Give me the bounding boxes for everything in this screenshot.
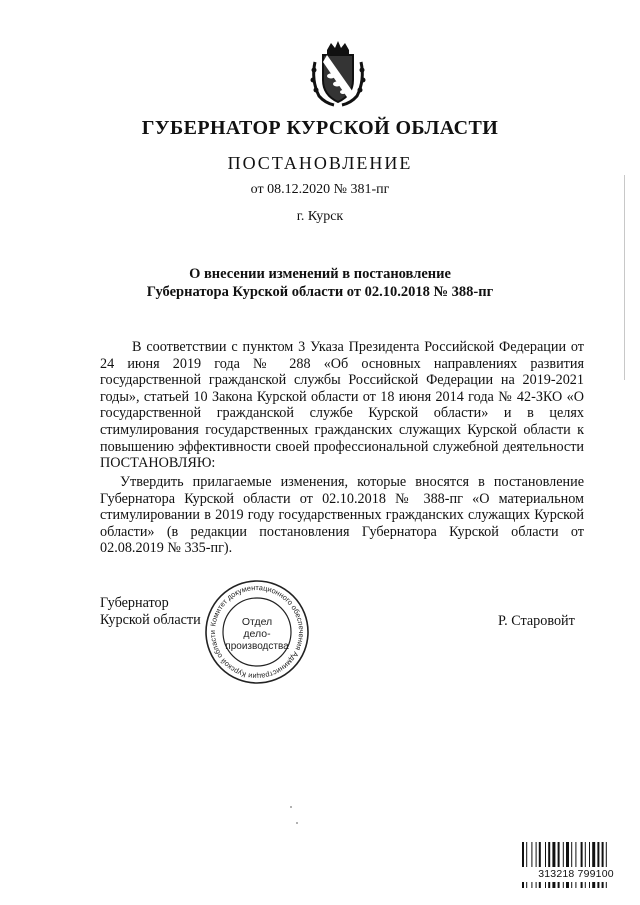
scan-dot bbox=[296, 822, 298, 824]
stamp-ring-text: Комитет документационного обеспечения Администрации Курской области bbox=[207, 582, 307, 682]
stamp-center-line-1: Отдел bbox=[241, 616, 273, 628]
scan-dot bbox=[290, 806, 292, 808]
stamp-center-line-3: производства bbox=[225, 641, 289, 652]
scan-margin-line bbox=[624, 175, 625, 380]
signatory-position-line-2: Курской области bbox=[100, 612, 201, 628]
document-subject bbox=[0, 265, 640, 301]
barcode-number: 313218 799100 bbox=[522, 867, 630, 882]
document-type: ПОСТАНОВЛЕНИЕ bbox=[227, 153, 413, 173]
subject-line-2: Губернатора Курской области от 02.10.2018 № 388-пг bbox=[146, 284, 494, 300]
document-date-number: от 08.12.2020 № 381-пг bbox=[250, 182, 390, 197]
document-city: г. Курск bbox=[296, 209, 344, 224]
office-stamp bbox=[203, 578, 311, 686]
coat-of-arms-emblem bbox=[309, 40, 367, 108]
stamp-center-line-2: дело- bbox=[243, 628, 271, 640]
signatory-position-line-1: Губернатор bbox=[100, 595, 169, 611]
body-paragraph-1: В соответствии с пунктом 3 Указа Президента Российской Федерации от 24 июня 2019 года № 288 «Об основных направлениях развития государственной гражданской службы Российской Федерации на 2019-2021 годы», статьей 10 Закона Курской области от 18 июня 2014 года № 42-ЗКО «О государственной гражданской службе Курской области» и в целях стимулирования государственных гражданских служащих Курской области к повышению эффективности своей профессиональной служебной деятельности ПОСТАНОВЛЯЮ: bbox=[100, 339, 584, 472]
issuer-title: ГУБЕРНАТОР КУРСКОЙ ОБЛАСТИ bbox=[141, 117, 499, 139]
signatory-position bbox=[100, 595, 201, 629]
body-paragraph-2: Утвердить прилагаемые изменения, которые вносятся в постановление Губернатора Курской области от 02.10.2018 № 388-пг «О материальном стимулировании в 2019 году государственных гражданских служащих Курской области» (в редакции постановления Губернатора Курской области от 02.08.2019 № 335-пг). bbox=[100, 474, 584, 557]
subject-line-1: О внесении изменений в постановление bbox=[189, 266, 451, 282]
signatory-name: Р. Старовойт bbox=[498, 613, 575, 629]
